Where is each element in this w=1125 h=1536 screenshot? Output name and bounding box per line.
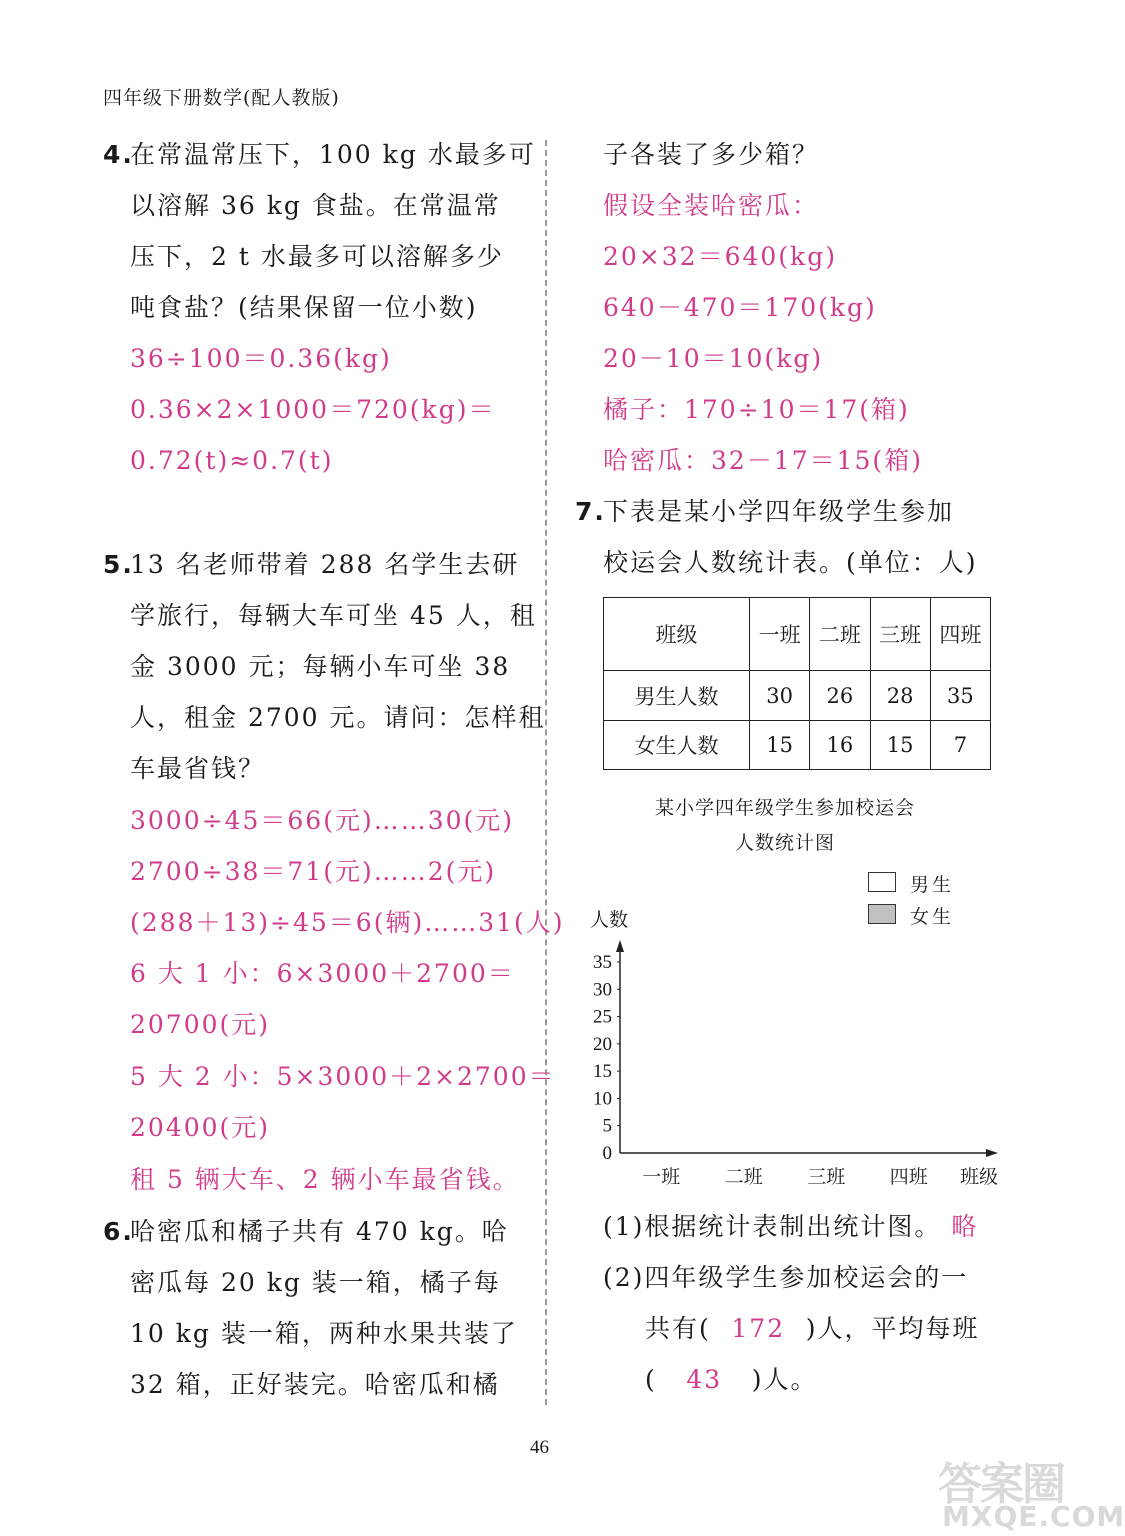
legend-label-female: 女生	[910, 906, 955, 928]
q5-number: 5.	[103, 550, 134, 579]
y-tick-label: 25	[593, 1006, 612, 1028]
q6-answer-line: 20×32＝640(kg)	[603, 242, 837, 271]
x-tick-label: 四班	[889, 1166, 928, 1188]
table-cell: 26	[810, 671, 870, 721]
watermark-logo	[930, 1448, 1125, 1533]
x-tick-label: 二班	[724, 1166, 763, 1188]
y-tick-label: 20	[593, 1033, 612, 1055]
q4-text-line: 以溶解 36 kg 食盐。在常温常	[130, 191, 501, 220]
page-header: 四年级下册数学(配人教版)	[103, 87, 340, 109]
q5-answer-line: 20700(元)	[130, 1010, 271, 1039]
q7-sub2-line1: (2)四年级学生参加校运会的一	[603, 1263, 969, 1292]
table-cell: 16	[810, 721, 870, 770]
y-tick-label: 0	[602, 1143, 612, 1164]
q7-sub1	[603, 1212, 978, 1242]
q5-text-line: 金 3000 元；每辆小车可坐 38	[130, 652, 511, 681]
q7-blank-average: 43	[686, 1365, 723, 1394]
q5-text-line: 人，租金 2700 元。请问：怎样租	[130, 703, 546, 732]
q6-answer-line: 橘子：170÷10＝17(箱)	[603, 395, 910, 424]
q7-sub2-line2	[645, 1314, 980, 1344]
y-ticks	[593, 952, 620, 1164]
q5-answer-line: (288＋13)÷45＝6(辆)……31(人)	[130, 908, 565, 937]
q5-answer-line: 5 大 2 小：5×3000＋2×2700＝	[130, 1062, 556, 1091]
stats-table	[603, 597, 991, 770]
q7-number: 7.	[575, 497, 606, 526]
q6-text-line: 哈密瓜和橘子共有 470 kg。哈	[130, 1217, 509, 1246]
q6-answer-line: 20－10＝10(kg)	[603, 344, 824, 373]
q5-text-line: 学旅行，每辆大车可坐 45 人，租	[130, 601, 537, 630]
x-tick-label: 三班	[807, 1166, 846, 1188]
q5-answer-line: 20400(元)	[130, 1113, 271, 1142]
table-cell: 7	[930, 721, 990, 770]
x-axis-arrow	[986, 1149, 998, 1157]
y-axis-label: 人数	[590, 909, 629, 931]
q6-answer-line: 假设全装哈密瓜：	[603, 191, 820, 220]
table-row	[604, 721, 991, 770]
watermark-text-bottom: MXQE.COM	[942, 1500, 1125, 1533]
q7-sub2-prefix: 共有(	[645, 1314, 711, 1343]
table-cell: 28	[870, 671, 930, 721]
chart-title-line2: 人数统计图	[734, 832, 835, 854]
q5-text-line: 车最省钱？	[130, 754, 266, 783]
q6-answer-line: 哈密瓜：32－17＝15(箱)	[603, 446, 923, 475]
table-cell: 15	[750, 721, 810, 770]
q7-sub2-suffix: )人。	[751, 1365, 818, 1394]
q6-text-line: 密瓜每 20 kg 装一箱，橘子每	[130, 1268, 501, 1297]
q7-text-line: 校运会人数统计表。(单位：人)	[603, 548, 978, 577]
y-tick-label: 10	[593, 1088, 612, 1110]
table-header-cell: 二班	[810, 598, 870, 671]
q6-answer-line: 640－470＝170(kg)	[603, 293, 877, 322]
page-number: 46	[530, 1437, 549, 1458]
q5-answer-line: 租 5 辆大车、2 辆小车最省钱。	[130, 1165, 520, 1194]
watermark-text-top: 答案圈	[938, 1459, 1064, 1510]
q4-answer-line: 0.72(t)≈0.7(t)	[130, 446, 334, 475]
q7-sub1-text: (1)根据统计表制出统计图。	[603, 1212, 942, 1241]
x-axis-label: 班级	[960, 1166, 999, 1188]
column-divider	[545, 140, 547, 1405]
q5-answer-line: 6 大 1 小：6×3000＋2700＝	[130, 959, 515, 988]
y-tick-label: 35	[593, 952, 612, 973]
q7-sub2-prefix: (	[645, 1365, 657, 1394]
q6-text-line: 子各装了多少箱？	[603, 140, 820, 169]
chart-title-line1: 某小学四年级学生参加校运会	[654, 797, 915, 819]
q7-sub2-line3	[645, 1365, 818, 1395]
q4-answer-line: 36÷100＝0.36(kg)	[130, 344, 392, 373]
table-cell: 35	[930, 671, 990, 721]
q6-number: 6.	[103, 1217, 134, 1246]
q7-sub2-suffix: )人，平均每班	[805, 1314, 980, 1343]
chart-axes	[560, 900, 1020, 1200]
y-tick-label: 5	[602, 1115, 612, 1137]
table-header-cell: 班级	[604, 598, 750, 671]
y-tick-label: 30	[593, 979, 612, 1001]
q4-number: 4.	[103, 140, 134, 169]
legend-label-male: 男生	[910, 874, 955, 896]
q5-text-line: 13 名老师带着 288 名学生去研	[130, 550, 520, 579]
table-row-label: 男生人数	[604, 671, 750, 721]
q6-text-line: 10 kg 装一箱，两种水果共装了	[130, 1319, 518, 1348]
q4-answer-line: 0.36×2×1000＝720(kg)＝	[130, 395, 496, 424]
q7-sub1-answer: 略	[951, 1212, 979, 1241]
q4-text-line: 在常温常压下，100 kg 水最多可	[130, 140, 536, 169]
q5-answer-line: 3000÷45＝66(元)……30(元)	[130, 806, 515, 835]
q6-text-line: 32 箱，正好装完。哈密瓜和橘	[130, 1370, 500, 1399]
table-header-cell: 一班	[750, 598, 810, 671]
table-header-cell: 三班	[870, 598, 930, 671]
q7-text-line: 下表是某小学四年级学生参加	[603, 497, 955, 526]
q4-text-line: 压下，2 t 水最多可以溶解多少	[130, 242, 504, 271]
table-cell: 30	[750, 671, 810, 721]
table-row-label: 女生人数	[604, 721, 750, 770]
legend-swatch-male	[868, 872, 896, 892]
q4-text-line: 吨食盐？(结果保留一位小数)	[130, 293, 478, 322]
q5-answer-line: 2700÷38＝71(元)……2(元)	[130, 857, 497, 886]
x-ticks	[642, 1166, 928, 1188]
y-tick-label: 15	[593, 1061, 612, 1083]
table-header-cell: 四班	[930, 598, 990, 671]
table-cell: 15	[870, 721, 930, 770]
y-axis-arrow	[616, 940, 624, 952]
table-row	[604, 671, 991, 721]
q7-blank-total: 172	[731, 1314, 786, 1343]
x-tick-label: 一班	[642, 1166, 681, 1188]
